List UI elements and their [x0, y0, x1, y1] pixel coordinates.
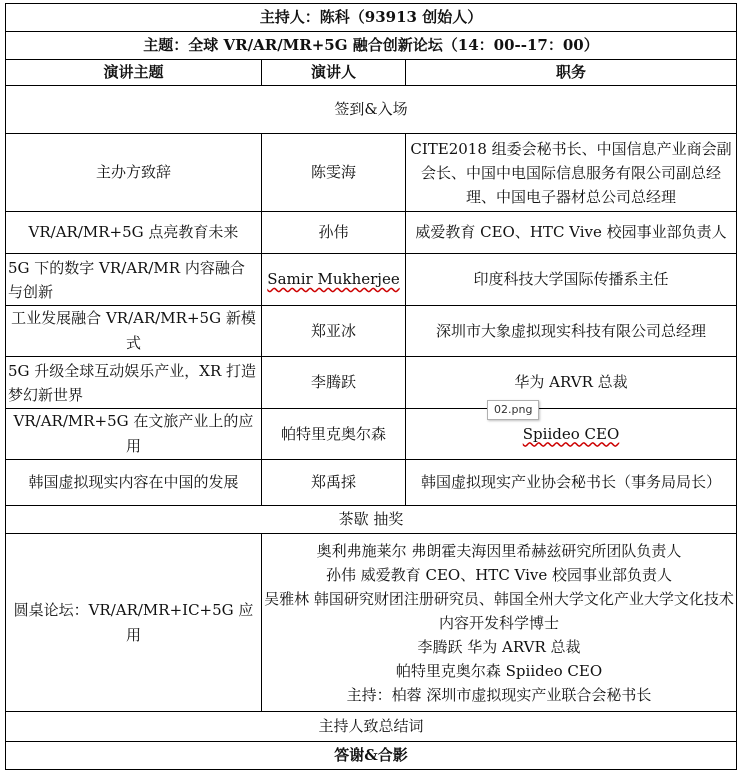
- image-filename-tooltip: 02.png: [487, 400, 539, 420]
- break-cell: 茶歇 抽奖: [6, 506, 737, 534]
- table-row: [6, 409, 737, 460]
- table-row: [6, 460, 737, 506]
- host-cell: 主持人：陈科（93913 创始人）: [6, 4, 737, 32]
- panelist-line: 李腾跃 华为 ARVR 总裁: [417, 637, 581, 656]
- talk-topic: 5G 升级全球互动娱乐产业，XR 打造梦幻新世界: [6, 357, 262, 409]
- talk-speaker: 郑亚冰: [262, 306, 406, 357]
- table-row: [6, 134, 737, 212]
- table-row: [6, 212, 737, 254]
- talk-position: CITE2018 组委会秘书长、中国信息产业商会副会长、中国中电国际信息服务有限公司副总经理、中国电子器材总公司总经理: [406, 134, 737, 212]
- talk-speaker: 陈雯海: [262, 134, 406, 212]
- roundtable-row: [6, 534, 737, 712]
- thanks-row: [6, 742, 737, 770]
- roundtable-panel: [262, 534, 737, 712]
- talk-position: 韩国虚拟现实产业协会秘书长（事务局局长）: [406, 460, 737, 506]
- thanks-cell: 答谢&合影: [6, 742, 737, 770]
- theme-row: [6, 32, 737, 60]
- checkin-cell: 签到&入场: [6, 86, 737, 134]
- talk-topic: VR/AR/MR+5G 点亮教育未来: [6, 212, 262, 254]
- talk-position: 印度科技大学国际传播系主任: [406, 254, 737, 306]
- talk-speaker-cell: [262, 254, 406, 306]
- talk-speaker: 李腾跃: [262, 357, 406, 409]
- talk-position-cell: [406, 409, 737, 460]
- talk-position: 威爱教育 CEO、HTC Vive 校园事业部负责人: [406, 212, 737, 254]
- talk-speaker: Samir Mukherjee: [267, 270, 400, 288]
- header-row: [6, 60, 737, 86]
- agenda-table: [5, 3, 737, 770]
- talk-position: 深圳市大象虚拟现实科技有限公司总经理: [406, 306, 737, 357]
- talk-speaker: 帕特里克奥尔森: [262, 409, 406, 460]
- closing-row: [6, 712, 737, 742]
- talk-topic: 主办方致辞: [6, 134, 262, 212]
- talk-topic: 工业发展融合 VR/AR/MR+5G 新模式: [6, 306, 262, 357]
- header-topic: 演讲主题: [6, 60, 262, 86]
- table-row: [6, 306, 737, 357]
- panelist-line: 帕特里克奥尔森 Spiideo CEO: [395, 661, 603, 680]
- talk-speaker: 孙伟: [262, 212, 406, 254]
- talk-position: 华为 ARVR 总裁: [406, 357, 737, 409]
- panelist-line: 主持：柏蓉 深圳市虚拟现实产业联合会秘书长: [346, 685, 652, 704]
- host-row: [6, 4, 737, 32]
- panelist-line: 孙伟 威爱教育 CEO、HTC Vive 校园事业部负责人: [325, 565, 673, 584]
- panelist-line: 吴雅林 韩国研究财团注册研究员、韩国全州大学文化产业大学文化技术内容开发科学博士: [264, 589, 734, 632]
- table-row: [6, 254, 737, 306]
- theme-cell: 主题：全球 VR/AR/MR+5G 融合创新论坛（14：00--17：00）: [6, 32, 737, 60]
- header-position: 职务: [406, 60, 737, 86]
- table-row: [6, 357, 737, 409]
- talk-speaker: 郑禹採: [262, 460, 406, 506]
- break-row: [6, 506, 737, 534]
- roundtable-topic: 圆桌论坛：VR/AR/MR+IC+5G 应用: [6, 534, 262, 712]
- talk-position: Spiideo CEO: [522, 424, 620, 443]
- talk-topic: 韩国虚拟现实内容在中国的发展: [6, 460, 262, 506]
- talk-topic: 5G 下的数字 VR/AR/MR 内容融合与创新: [6, 254, 262, 306]
- panelist-line: 奥利弗施莱尔 弗朗霍夫海因里希赫兹研究所团队负责人: [316, 541, 682, 560]
- closing-cell: 主持人致总结词: [6, 712, 737, 742]
- talk-topic: VR/AR/MR+5G 在文旅产业上的应用: [6, 409, 262, 460]
- header-speaker: 演讲人: [262, 60, 406, 86]
- checkin-row: [6, 86, 737, 134]
